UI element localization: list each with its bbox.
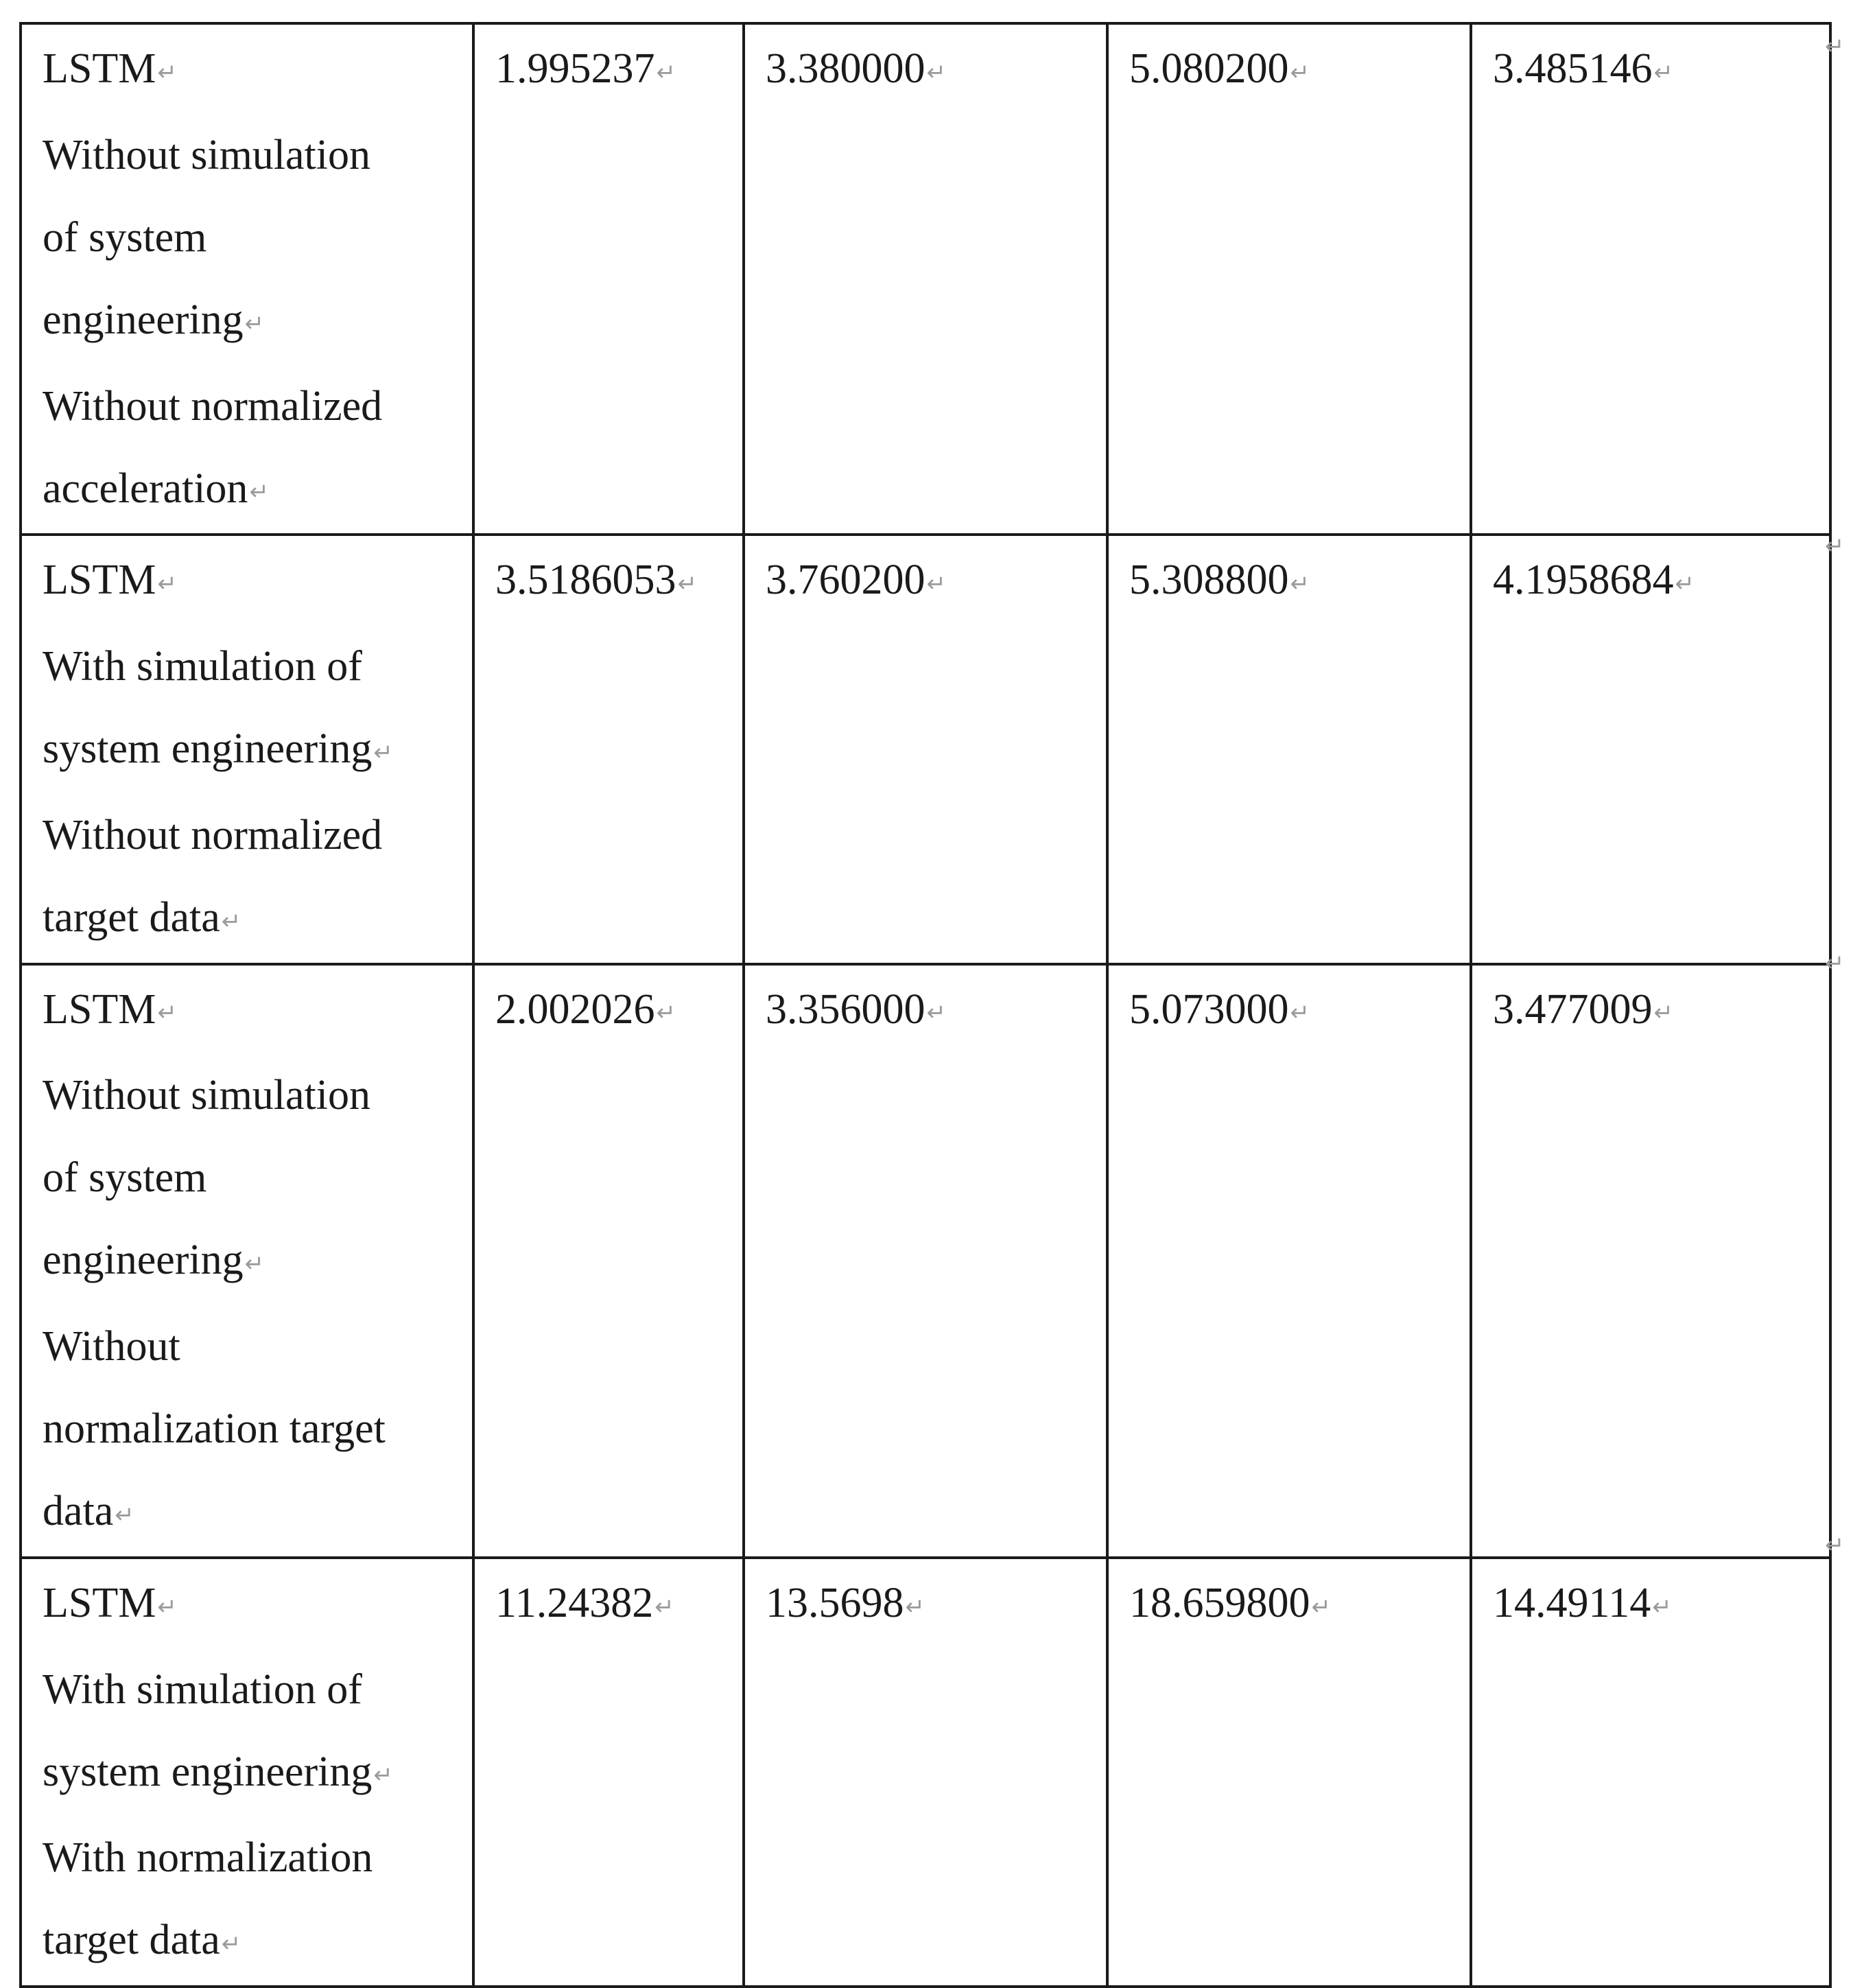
- value-cell: [744, 1558, 1107, 1987]
- value-cell: [1107, 964, 1471, 1558]
- paragraph-mark-icon: ↵: [656, 999, 676, 1027]
- value-cell: [1471, 23, 1830, 535]
- method-label-line: Without: [43, 1323, 180, 1370]
- method-label-line: data: [43, 1488, 114, 1535]
- value-text: 5.080200: [1129, 45, 1289, 92]
- value-cell: [1471, 1558, 1830, 1987]
- method-label-line: engineering: [43, 1237, 244, 1284]
- paragraph-mark-icon: ↵: [656, 58, 676, 86]
- method-label-cell: [21, 535, 473, 963]
- value-cell: [1471, 535, 1830, 963]
- table-row: [21, 964, 1830, 1558]
- table-row: [21, 535, 1830, 963]
- paragraph-mark-icon: ↵: [1652, 1593, 1672, 1621]
- paragraph-mark-icon: ↵: [905, 1593, 925, 1621]
- value-text: 4.1958684: [1493, 557, 1674, 604]
- row-end-mark-icon: ↵: [1825, 533, 1845, 560]
- table-row: [21, 23, 1830, 535]
- paragraph-mark-icon: ↵: [1290, 999, 1310, 1027]
- value-cell: [1107, 1558, 1471, 1987]
- results-table: [19, 22, 1832, 1988]
- method-label-cell: [21, 1558, 473, 1987]
- paragraph-mark-icon: ↵: [926, 999, 946, 1027]
- method-label-line: normalization target: [43, 1405, 386, 1453]
- value-text: 14.49114: [1493, 1579, 1651, 1626]
- value-cell: [1107, 535, 1471, 963]
- paragraph-mark-icon: ↵: [1290, 570, 1310, 598]
- method-label-cell: [21, 23, 473, 535]
- value-cell: [1107, 23, 1471, 535]
- paragraph-mark-icon: ↵: [926, 570, 946, 598]
- paragraph-mark-icon: ↵: [157, 1593, 177, 1621]
- method-label-line: target data: [43, 893, 220, 941]
- value-cell: [1471, 964, 1830, 1558]
- value-text: 18.659800: [1129, 1579, 1310, 1626]
- value-text: 3.380000: [766, 45, 925, 92]
- value-text: 13.5698: [766, 1579, 904, 1626]
- method-label-line: of system: [43, 1154, 207, 1202]
- value-cell: [744, 535, 1107, 963]
- method-label-cell: [21, 964, 473, 1558]
- paragraph-mark-icon: ↵: [1653, 58, 1673, 86]
- value-text: 3.5186053: [495, 557, 676, 604]
- table-container: [19, 22, 1832, 1988]
- value-text: 3.477009: [1493, 985, 1653, 1033]
- paragraph-mark-icon: ↵: [157, 570, 177, 598]
- method-label-line: engineering: [43, 296, 244, 343]
- value-cell: [473, 964, 744, 1558]
- paragraph-mark-icon: ↵: [115, 1501, 134, 1529]
- value-text: 3.356000: [766, 985, 925, 1033]
- method-label-line: LSTM: [43, 985, 156, 1033]
- method-label-line: system engineering: [43, 725, 373, 773]
- paragraph-mark-icon: ↵: [221, 1930, 241, 1958]
- method-label-line: With simulation of: [43, 643, 362, 690]
- value-cell: [473, 23, 744, 535]
- method-label-line: acceleration: [43, 465, 248, 512]
- paragraph-mark-icon: ↵: [677, 570, 697, 598]
- paragraph-mark-icon: ↵: [244, 1250, 265, 1278]
- method-label-line: LSTM: [43, 557, 156, 604]
- paragraph-mark-icon: ↵: [373, 1762, 393, 1790]
- value-text: 2.002026: [495, 985, 655, 1033]
- method-label-line: Without normalized: [43, 811, 383, 858]
- paragraph-mark-icon: ↵: [373, 738, 393, 767]
- method-label-line: Without normalized: [43, 382, 383, 430]
- paragraph-mark-icon: ↵: [1311, 1593, 1331, 1621]
- method-label-line: target data: [43, 1917, 220, 1964]
- method-label-line: system engineering: [43, 1748, 373, 1795]
- method-label-line: of system: [43, 213, 207, 261]
- paragraph-mark-icon: ↵: [157, 58, 177, 86]
- paragraph-mark-icon: ↵: [1290, 58, 1310, 86]
- value-text: 5.073000: [1129, 985, 1289, 1033]
- method-label-line: Without simulation: [43, 1072, 370, 1119]
- value-cell: [744, 964, 1107, 1558]
- row-end-mark-icon: ↵: [1825, 33, 1845, 60]
- paragraph-mark-icon: ↵: [1675, 570, 1695, 598]
- value-cell: [473, 535, 744, 963]
- paragraph-mark-icon: ↵: [221, 907, 241, 935]
- value-text: 3.760200: [766, 557, 925, 604]
- row-end-mark-icon: ↵: [1825, 950, 1845, 977]
- value-text: 3.485146: [1493, 45, 1653, 92]
- paragraph-mark-icon: ↵: [1653, 999, 1673, 1027]
- value-cell: [744, 23, 1107, 535]
- value-text: 5.308800: [1129, 557, 1289, 604]
- value-cell: [473, 1558, 744, 1987]
- value-text: 1.995237: [495, 45, 655, 92]
- paragraph-mark-icon: ↵: [926, 58, 946, 86]
- value-text: 11.24382: [495, 1579, 654, 1626]
- method-label-line: LSTM: [43, 1579, 156, 1626]
- paragraph-mark-icon: ↵: [249, 478, 269, 506]
- method-label-line: With simulation of: [43, 1665, 362, 1713]
- table-row: [21, 1558, 1830, 1987]
- paragraph-mark-icon: ↵: [244, 309, 265, 338]
- row-end-mark-icon: ↵: [1825, 1532, 1845, 1559]
- paragraph-mark-icon: ↵: [654, 1593, 674, 1621]
- method-label-line: Without simulation: [43, 131, 370, 178]
- method-label-line: LSTM: [43, 45, 156, 92]
- method-label-line: With normalization: [43, 1834, 373, 1882]
- paragraph-mark-icon: ↵: [157, 999, 177, 1027]
